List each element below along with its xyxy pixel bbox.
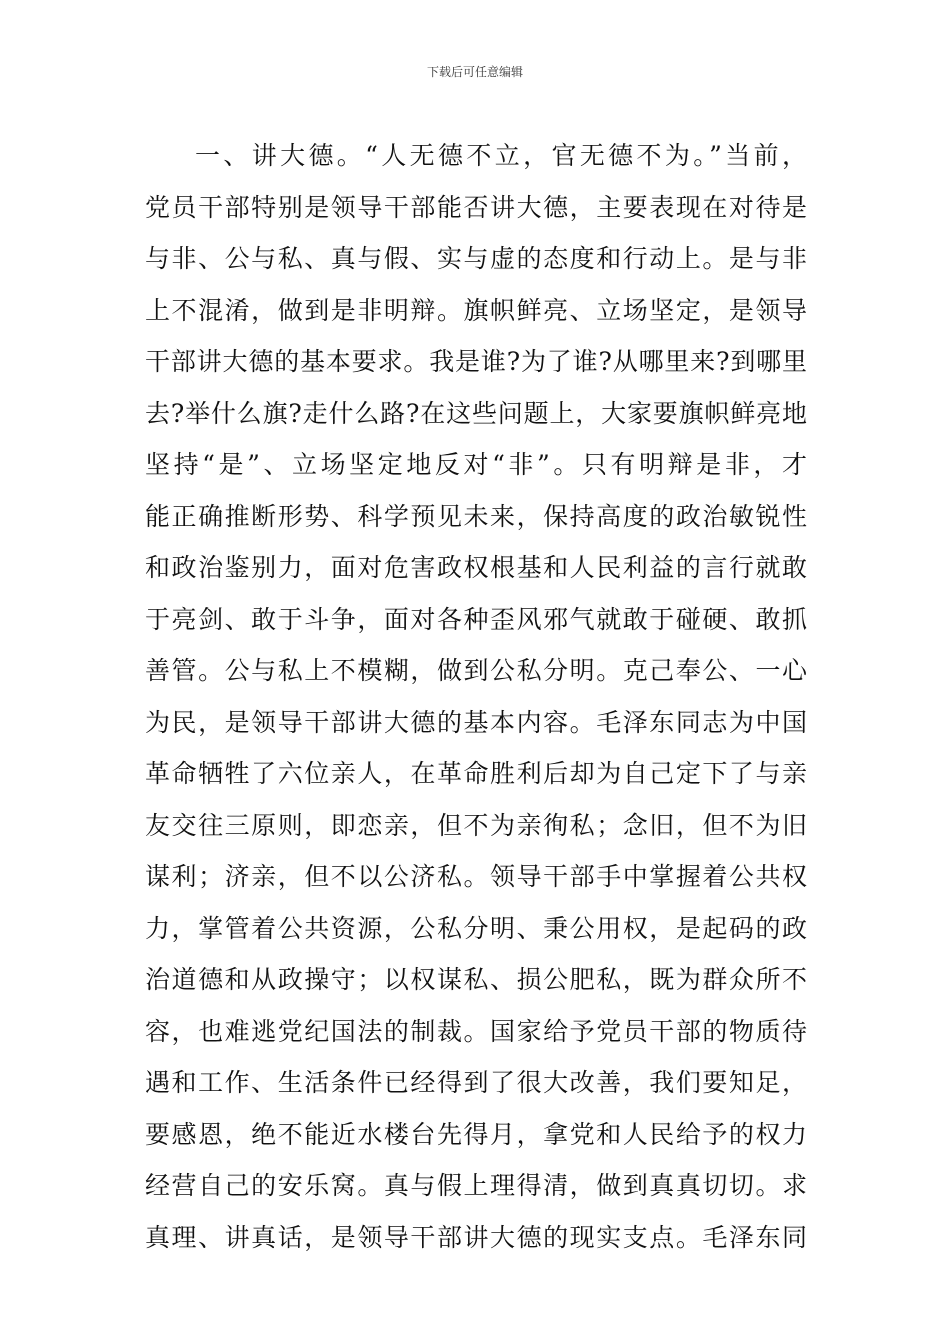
text-line: 为民，是领导干部讲大德的基本内容。毛泽东同志为中国	[145, 707, 807, 737]
text-line: 友交往三原则，即恋亲，但不为亲徇私；念旧，但不为旧	[145, 810, 807, 840]
text-line: 与非、公与私、真与假、实与虚的态度和行动上。是与非	[145, 244, 807, 273]
text-line: 经营自己的安乐窝。真与假上理得清，做到真真切切。求	[145, 1171, 807, 1200]
text-line: 能正确推断形势、科学预见未来，保持高度的政治敏锐性	[145, 501, 807, 531]
page-header: 下载后可任意编辑	[426, 65, 523, 79]
text-line: 去?举什么旗?走什么路?在这些问题上，大家要旗帜鲜亮地	[145, 398, 807, 428]
text-line: 坚持“是”、立场坚定地反对“非”。只有明辩是非，才	[145, 450, 807, 479]
text-line: 治道德和从政操守；以权谋私、损公肥私，既为群众所不	[145, 965, 807, 994]
text-line: 一、讲大德。“人无德不立，官无德不为。”当前，	[195, 141, 807, 170]
text-line: 谋利；济亲，但不以公济私。领导干部手中掌握着公共权	[145, 862, 807, 891]
text-line: 上不混淆，做到是非明辩。旗帜鲜亮、立场坚定，是领导	[145, 295, 807, 325]
text-line: 和政治鉴别力，面对危害政权根基和人民利益的言行就敢	[145, 553, 807, 582]
text-line: 真理、讲真话，是领导干部讲大德的现实支点。毛泽东同	[145, 1222, 807, 1252]
text-line: 要感恩，绝不能近水楼台先得月，拿党和人民给予的权力	[145, 1119, 807, 1149]
text-line: 善管。公与私上不模糊，做到公私分明。克己奉公、一心	[145, 656, 807, 685]
text-line: 容，也难逃党纪国法的制裁。国家给予党员干部的物质待	[145, 1016, 807, 1046]
text-line: 党员干部特别是领导干部能否讲大德，主要表现在对待是	[145, 192, 807, 222]
text-line: 力，掌管着公共资源，公私分明、秉公用权，是起码的政	[145, 913, 807, 943]
text-line: 于亮剑、敢于斗争，面对各种歪风邪气就敢于碰硬、敢抓	[145, 604, 807, 634]
text-line: 干部讲大德的基本要求。我是谁?为了谁?从哪里来?到哪里	[145, 347, 807, 376]
text-line: 遇和工作、生活条件已经得到了很大改善，我们要知足，	[145, 1068, 807, 1097]
text-line: 革命牺牲了六位亲人，在革命胜利后却为自己定下了与亲	[145, 759, 807, 788]
body-text	[145, 130, 807, 1263]
